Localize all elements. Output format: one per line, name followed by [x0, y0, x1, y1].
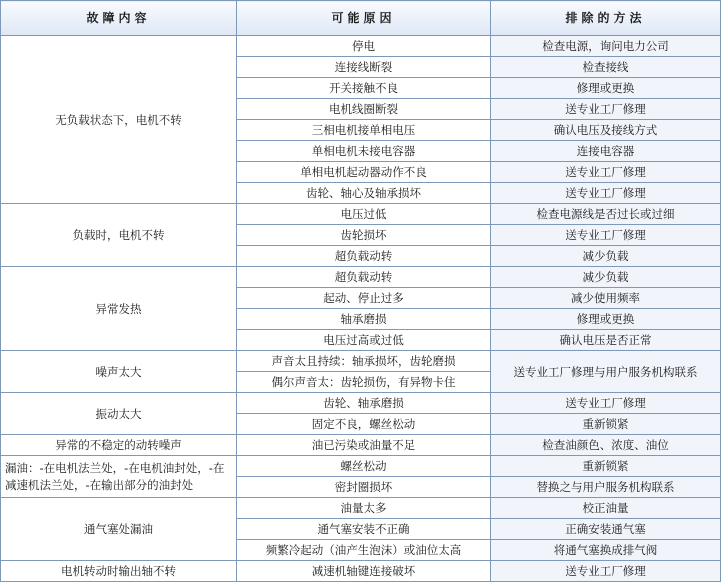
- remedy-cell: 重新锁紧: [491, 456, 721, 477]
- fault-cell: 噪声太大: [1, 351, 237, 393]
- cause-cell: 单相电机未接电容器: [237, 141, 491, 162]
- table-row: [1, 267, 721, 288]
- cause-cell: 连接线断裂: [237, 57, 491, 78]
- table-row: [1, 351, 721, 372]
- remedy-cell: 校正油量: [491, 498, 721, 519]
- remedy-cell: 替换之与用户服务机构联系: [491, 477, 721, 498]
- remedy-cell: 检查接线: [491, 57, 721, 78]
- cause-cell: 轴承磨损: [237, 309, 491, 330]
- cause-cell: 电压过高或过低: [237, 330, 491, 351]
- remedy-cell: 送专业工厂修理与用户服务机构联系: [491, 351, 721, 393]
- remedy-cell: 减少负载: [491, 246, 721, 267]
- cause-cell: 单相电机起动器动作不良: [237, 162, 491, 183]
- remedy-cell: 将通气塞换成排气阀: [491, 540, 721, 561]
- header-fault: 故障内容: [1, 1, 237, 36]
- remedy-cell: 连接电容器: [491, 141, 721, 162]
- cause-cell: 电压过低: [237, 204, 491, 225]
- cause-cell: 密封圈损坏: [237, 477, 491, 498]
- cause-cell: 电机线圈断裂: [237, 99, 491, 120]
- remedy-cell: 正确安装通气塞: [491, 519, 721, 540]
- remedy-cell: 送专业工厂修理: [491, 183, 721, 204]
- header-cause: 可能原因: [237, 1, 491, 36]
- fault-cell: 电机转动时输出轴不转: [1, 561, 237, 582]
- cause-cell: 起动、停止过多: [237, 288, 491, 309]
- cause-cell: 油量太多: [237, 498, 491, 519]
- fault-cell: 无负载状态下，电机不转: [1, 36, 237, 204]
- fault-cell: 异常的不稳定的动转噪声: [1, 435, 237, 456]
- cause-cell: 超负载动转: [237, 246, 491, 267]
- cause-cell: 油已污染或油量不足: [237, 435, 491, 456]
- remedy-cell: 送专业工厂修理: [491, 162, 721, 183]
- cause-cell: 齿轮、轴承磨损: [237, 393, 491, 414]
- table-body: [1, 36, 721, 582]
- table-row: [1, 36, 721, 57]
- table-row: [1, 393, 721, 414]
- cause-cell: 螺丝松动: [237, 456, 491, 477]
- remedy-cell: 送专业工厂修理: [491, 393, 721, 414]
- remedy-cell: 重新锁紧: [491, 414, 721, 435]
- remedy-cell: 送专业工厂修理: [491, 225, 721, 246]
- table-row: [1, 435, 721, 456]
- table-row: [1, 204, 721, 225]
- table-row: [1, 456, 721, 477]
- cause-cell: 停电: [237, 36, 491, 57]
- remedy-cell: 检查电源，询问电力公司: [491, 36, 721, 57]
- fault-cell: 负载时，电机不转: [1, 204, 237, 267]
- remedy-cell: 修理或更换: [491, 78, 721, 99]
- cause-cell: 开关接触不良: [237, 78, 491, 99]
- remedy-cell: 检查电源线是否过长或过细: [491, 204, 721, 225]
- cause-cell: 频繁冷起动（油产生泡沫）或油位太高: [237, 540, 491, 561]
- cause-cell: 声音太且持续：轴承损坏，齿轮磨损: [237, 351, 491, 372]
- cause-cell: 齿轮损坏: [237, 225, 491, 246]
- cause-cell: 超负载动转: [237, 267, 491, 288]
- remedy-cell: 送专业工厂修理: [491, 561, 721, 582]
- cause-cell: 偶尔声音太：齿轮损伤，有异物卡住: [237, 372, 491, 393]
- remedy-cell: 修理或更换: [491, 309, 721, 330]
- cause-cell: 通气塞安装不正确: [237, 519, 491, 540]
- remedy-cell: 送专业工厂修理: [491, 99, 721, 120]
- cause-cell: 减速机轴键连接破坏: [237, 561, 491, 582]
- fault-cell: 漏油：-在电机法兰处，-在电机油封处，-在减速机法兰处，-在输出部分的油封处: [1, 456, 237, 498]
- remedy-cell: 减少使用频率: [491, 288, 721, 309]
- fault-cell: 振动太大: [1, 393, 237, 435]
- header-remedy: 排除的方法: [491, 1, 721, 36]
- header-row: [1, 1, 721, 36]
- fault-cell: 异常发热: [1, 267, 237, 351]
- table-row: [1, 498, 721, 519]
- cause-cell: 齿轮、轴心及轴承损坏: [237, 183, 491, 204]
- cause-cell: 固定不良，螺丝松动: [237, 414, 491, 435]
- cause-cell: 三相电机接单相电压: [237, 120, 491, 141]
- remedy-cell: 检查油颜色、浓度、油位: [491, 435, 721, 456]
- remedy-cell: 确认电压是否正常: [491, 330, 721, 351]
- remedy-cell: 确认电压及接线方式: [491, 120, 721, 141]
- remedy-cell: 减少负载: [491, 267, 721, 288]
- fault-cell: 通气塞处漏油: [1, 498, 237, 561]
- table-row: [1, 561, 721, 582]
